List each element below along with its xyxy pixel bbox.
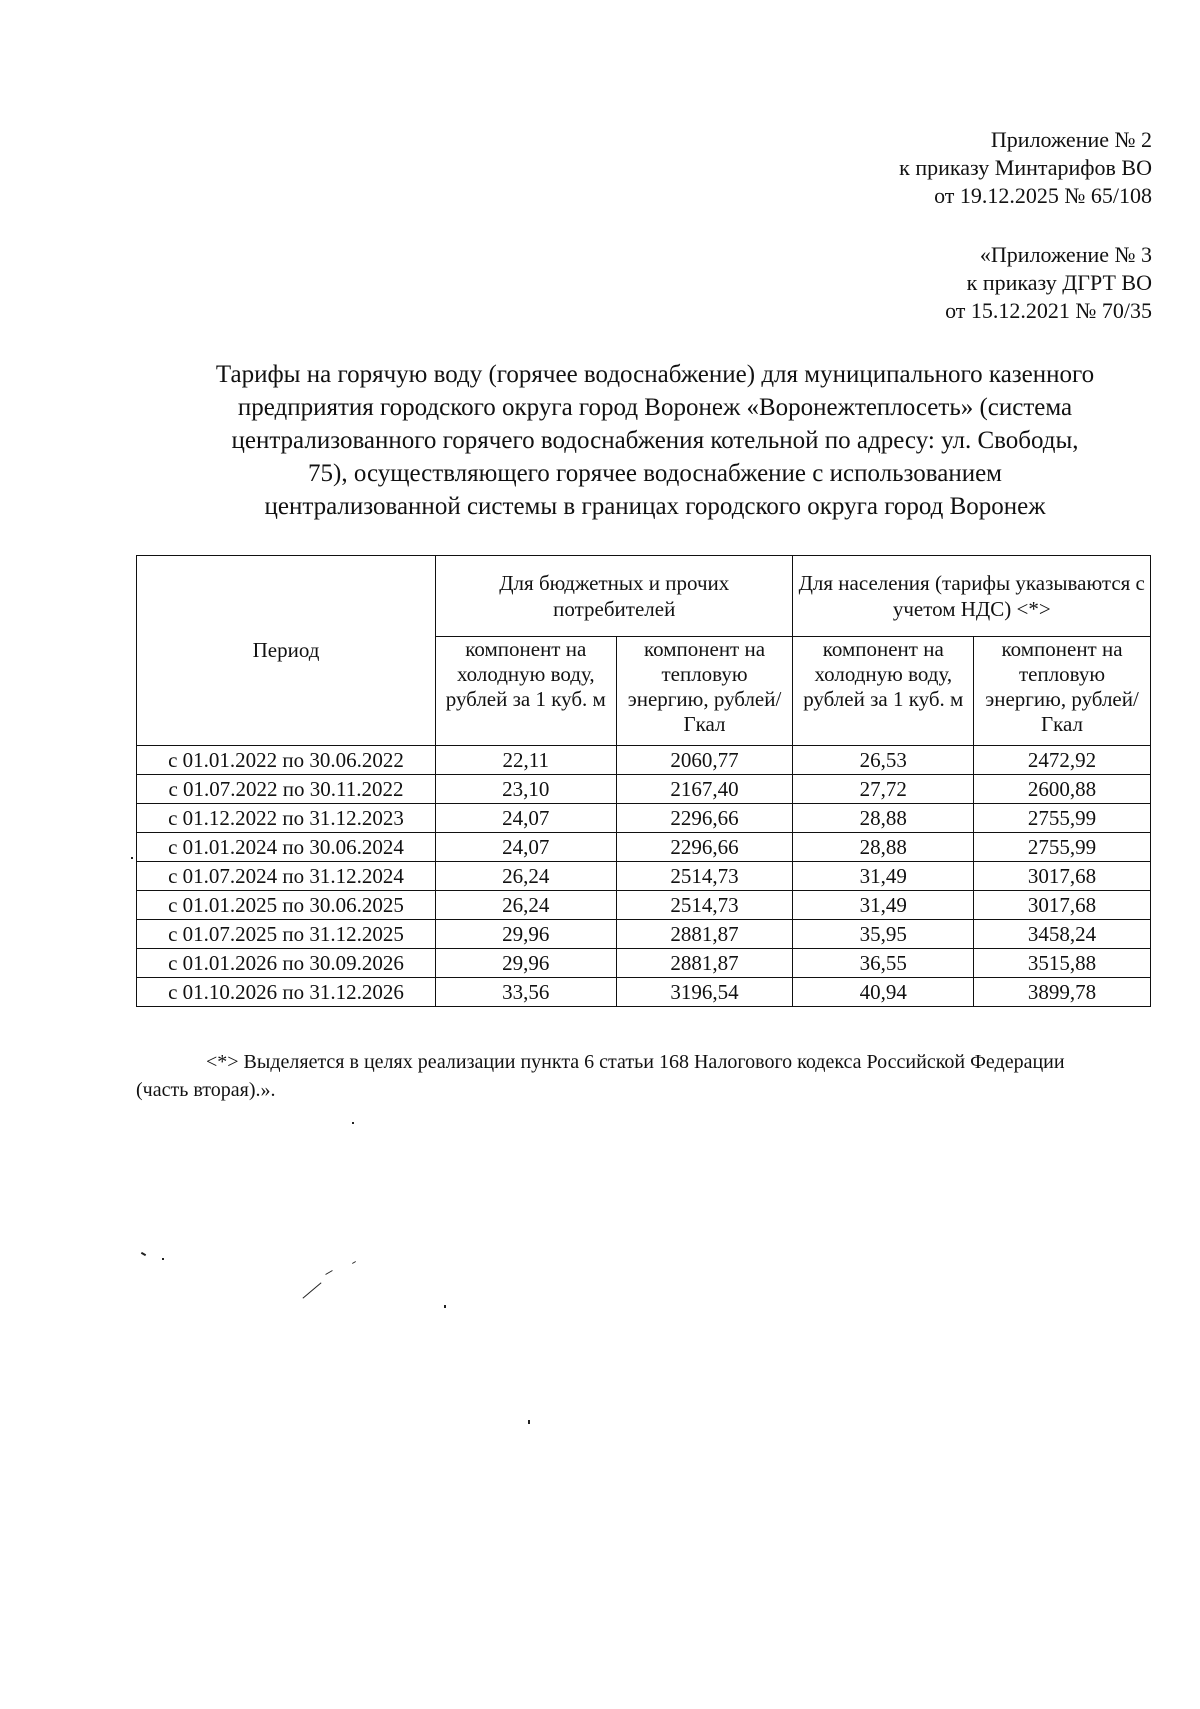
cell-population-heat: 2755,99 xyxy=(974,804,1151,833)
cell-budget-heat: 2514,73 xyxy=(616,891,793,920)
cell-population-cold: 31,49 xyxy=(793,891,974,920)
title-line: централизованной системы в границах городского округа город Воронеж xyxy=(264,493,1046,520)
appendix-number: «Приложение № 3 xyxy=(979,242,1152,267)
cell-budget-heat: 2881,87 xyxy=(616,949,793,978)
footnote-line: (часть вторая).». xyxy=(136,1079,276,1101)
cell-budget-cold: 26,24 xyxy=(436,862,617,891)
cell-budget-heat: 2881,87 xyxy=(616,920,793,949)
cell-period: с 01.01.2025 по 30.06.2025 xyxy=(137,891,436,920)
title-line: 75), осуществляющего горячее водоснабжение с использованием xyxy=(308,460,1002,487)
table-row xyxy=(137,949,1151,978)
cell-period: с 01.10.2026 по 31.12.2026 xyxy=(137,978,436,1007)
table-row xyxy=(137,775,1151,804)
cell-population-heat: 2600,88 xyxy=(974,775,1151,804)
document-title xyxy=(130,358,1180,523)
cell-budget-heat: 2296,66 xyxy=(616,833,793,862)
cell-budget-heat: 2514,73 xyxy=(616,862,793,891)
cell-period: с 01.01.2026 по 30.09.2026 xyxy=(137,949,436,978)
table-row xyxy=(137,891,1151,920)
cell-budget-cold: 23,10 xyxy=(436,775,617,804)
cell-population-heat: 3458,24 xyxy=(974,920,1151,949)
column-header-population-heat: компонент на тепловую энергию, рублей/Гкал xyxy=(974,637,1151,746)
cell-budget-cold: 33,56 xyxy=(436,978,617,1007)
footnote xyxy=(136,1048,1156,1104)
cell-budget-heat: 2167,40 xyxy=(616,775,793,804)
scan-artifact xyxy=(141,1252,146,1256)
cell-budget-heat: 3196,54 xyxy=(616,978,793,1007)
cell-period: с 01.07.2024 по 31.12.2024 xyxy=(137,862,436,891)
cell-population-cold: 40,94 xyxy=(793,978,974,1007)
appendix-order: к приказу Минтарифов ВО xyxy=(899,155,1152,180)
footnote-line: <*> Выделяется в целях реализации пункта 6 статьи 168 Налогового кодекса Российской Федерации xyxy=(206,1051,1065,1073)
cell-population-heat: 3017,68 xyxy=(974,862,1151,891)
cell-budget-cold: 24,07 xyxy=(436,833,617,862)
cell-population-cold: 36,55 xyxy=(793,949,974,978)
cell-budget-heat: 2060,77 xyxy=(616,746,793,775)
appendix-date: от 15.12.2021 № 70/35 xyxy=(945,298,1152,323)
cell-population-heat: 3899,78 xyxy=(974,978,1151,1007)
cell-period: с 01.01.2022 по 30.06.2022 xyxy=(137,746,436,775)
cell-period: с 01.07.2025 по 31.12.2025 xyxy=(137,920,436,949)
cell-budget-cold: 22,11 xyxy=(436,746,617,775)
scan-artifact xyxy=(352,1122,354,1124)
appendix-reference-amended xyxy=(945,241,1152,325)
column-header-population-cold: компонент на холодную воду, рублей за 1 куб. м xyxy=(793,637,974,746)
cell-budget-cold: 29,96 xyxy=(436,920,617,949)
column-header-budget-heat: компонент на тепловую энергию, рублей/Гкал xyxy=(616,637,793,746)
cell-period: с 01.07.2022 по 30.11.2022 xyxy=(137,775,436,804)
column-header-period: Период xyxy=(137,556,436,746)
column-group-population: Для населения (тарифы указываются с учетом НДС) <*> xyxy=(793,556,1151,637)
scan-artifact xyxy=(131,857,133,859)
table-row xyxy=(137,833,1151,862)
column-header-budget-cold: компонент на холодную воду, рублей за 1 куб. м xyxy=(436,637,617,746)
table-row xyxy=(137,746,1151,775)
appendix-order: к приказу ДГРТ ВО xyxy=(966,270,1152,295)
cell-population-heat: 2472,92 xyxy=(974,746,1151,775)
cell-population-cold: 28,88 xyxy=(793,804,974,833)
cell-population-cold: 35,95 xyxy=(793,920,974,949)
tariff-table xyxy=(136,555,1151,1007)
table-row xyxy=(137,920,1151,949)
cell-population-heat: 3515,88 xyxy=(974,949,1151,978)
table-row xyxy=(137,804,1151,833)
scan-artifact xyxy=(325,1270,332,1275)
appendix-date: от 19.12.2025 № 65/108 xyxy=(934,183,1152,208)
scan-artifact xyxy=(352,1261,356,1264)
cell-population-cold: 27,72 xyxy=(793,775,974,804)
appendix-number: Приложение № 2 xyxy=(990,127,1152,152)
table-row xyxy=(137,862,1151,891)
title-line: предприятия городского округа город Воронеж «Воронежтеплосеть» (система xyxy=(237,394,1073,421)
scan-artifact xyxy=(162,1258,164,1260)
cell-population-cold: 31,49 xyxy=(793,862,974,891)
column-group-budget: Для бюджетных и прочих потребителей xyxy=(436,556,793,637)
title-line: Тарифы на горячую воду (горячее водоснабжение) для муниципального казенного xyxy=(215,361,1095,388)
cell-period: с 01.01.2024 по 30.06.2024 xyxy=(137,833,436,862)
scan-artifact xyxy=(444,1305,446,1308)
cell-budget-cold: 29,96 xyxy=(436,949,617,978)
cell-population-heat: 3017,68 xyxy=(974,891,1151,920)
scan-artifact xyxy=(528,1420,530,1424)
cell-budget-cold: 26,24 xyxy=(436,891,617,920)
cell-population-cold: 28,88 xyxy=(793,833,974,862)
table-row xyxy=(137,978,1151,1007)
cell-budget-heat: 2296,66 xyxy=(616,804,793,833)
cell-population-cold: 26,53 xyxy=(793,746,974,775)
appendix-reference-current xyxy=(899,126,1152,210)
cell-budget-cold: 24,07 xyxy=(436,804,617,833)
cell-period: с 01.12.2022 по 31.12.2023 xyxy=(137,804,436,833)
title-line: централизованного горячего водоснабжения котельной по адресу: ул. Свободы, xyxy=(231,427,1079,454)
cell-population-heat: 2755,99 xyxy=(974,833,1151,862)
scan-artifact xyxy=(302,1282,321,1298)
